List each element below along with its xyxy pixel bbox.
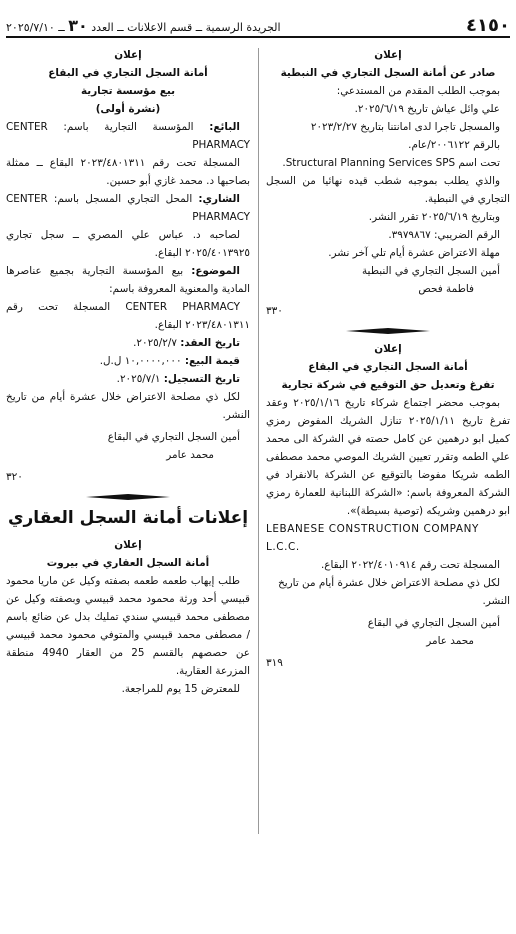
column-divider xyxy=(258,48,259,834)
page-number: ٤١٥٠ xyxy=(466,14,510,36)
notice-number: ٣١٩ xyxy=(266,657,283,669)
notice-line: علي وائل عياش تاريخ ٢٠٢٥/٦/١٩. xyxy=(354,103,500,115)
subject-registration: CENTER PHARMACY المسجلة تحت رقم ٢٠٢٣/٤٨٠١٣١١ البقاع. xyxy=(6,301,250,331)
notice-line: مهلة الاعتراض عشرة أيام تلي آخر نشر. xyxy=(328,247,500,259)
signature-name: محمد عامر xyxy=(166,449,214,461)
signature-title: أمين السجل التجاري في البقاع xyxy=(367,617,500,629)
subject-text: بيع المؤسسة التجارية بجميع عناصرها المادية والمعنوية المعروفة باسم: xyxy=(6,265,250,295)
notice-label: إعلان xyxy=(374,343,402,355)
issue-number: ٣٠ xyxy=(68,15,88,35)
contract-date: ٢٠٢٥/٢/٧. xyxy=(133,337,177,349)
notice-body: طلب إيهاب طعمه طعمه بصفته وكيل عن ماريا محمود قبيسي أحد ورثة محمود محمد قبيسي وبصفته وكيل عن مصطفى محمد قبيسي سندي تمليك بدل عن ضائع باسم / مصطفى محمد قبيسي والمتوفي محمود محمد قبيسي عن حصصهم بالقسم 25 من العقار 4940 منطقة المزرعة العقارية. xyxy=(6,575,250,677)
contract-date-label: تاريخ العقد: xyxy=(180,337,240,349)
sale-value-line xyxy=(6,352,250,370)
seller-registration: المسجلة تحت رقم ٢٠٢٣/٤٨٠١٣١١ البقاع ــ ممثلة بصاحبها د. محمد غازي أبو حسين. xyxy=(6,157,250,187)
notice-line: الرقم الضريبي: ٣٩٧٩٨٦٧. xyxy=(388,229,500,241)
signature-name: فاطمة فحص xyxy=(418,283,474,295)
objection-line: لكل ذي مصلحة الاعتراض خلال عشرة أيام من تاريخ النشر. xyxy=(278,577,510,607)
objection-line: لكل ذي مصلحة الاعتراض خلال عشرة أيام من تاريخ النشر. xyxy=(6,391,250,421)
notice-line: والمسجل تاجرا لدى امانتنا بتاريخ ٢٠٢٣/٢/٢٧ xyxy=(310,121,500,133)
registration-line: المسجلة تحت رقم ٢٠٢٢/٤٠١٠٩١٤ البقاع. xyxy=(321,559,500,571)
header-date: ــ ٢٠٢٥/٧/١٠ xyxy=(6,20,65,34)
subject-label: الموضوع: xyxy=(191,265,240,277)
notice-title: أمانة السجل التجاري في البقاع xyxy=(48,67,208,79)
sale-value: ١٠,٠٠٠٠,٠٠٠ ل.ل. xyxy=(99,355,182,367)
page-header xyxy=(6,14,510,38)
registration-date-label: تاريخ التسجيل: xyxy=(163,373,240,385)
notice-title: أمانة السجل التجاري في البقاع xyxy=(308,361,468,373)
notice-line: والذي يطلب بموجبه شطب قيده نهائيا من السجل التجاري في النبطية. xyxy=(266,175,510,205)
notice-title: صادر عن أمانة السجل التجاري في النبطية xyxy=(280,67,496,79)
right-column xyxy=(266,46,510,672)
buyer-line xyxy=(6,190,250,226)
seller-label: البائع: xyxy=(209,121,240,133)
signature-title: أمين السجل التجاري في البقاع xyxy=(107,431,240,443)
left-column xyxy=(6,46,250,698)
notice-subtitle: تفرغ وتعديل حق التوقيع في شركة تجارية xyxy=(281,379,495,391)
notice-number: ٣٢٠ xyxy=(6,471,23,483)
notice-subtitle: بيع مؤسسة تجارية xyxy=(81,85,175,97)
section-title: إعلانات أمانة السجل العقاري xyxy=(7,508,249,528)
notice-line: تحت اسم Structural Planning Services SPS. xyxy=(282,157,500,169)
subject-line xyxy=(6,262,250,298)
signature-title: أمين السجل التجاري في النبطية xyxy=(361,265,500,277)
seller-line xyxy=(6,118,250,154)
separator-ornament xyxy=(86,494,170,500)
notice-body: بموجب محضر اجتماع شركاء تاريخ ٢٠٢٥/١/١٦ وعقد تفرغ تاريخ ٢٠٢٥/١/١١ تنازل الشريك المفوض رمزي كميل ابو درهمين عن كامل حصته في الشركة الى محمد علي الطمه وتقرر تعيين الشريك الموصي محمد مصطفى الطمه شريكا مفوضا بالتوقيع عن الشركة بالانفراد في الشركة المعروفة باسم: «الشركة اللبنانية للعمارة رمزي ابو درهمين وشريكه (توصية بسيطة)». xyxy=(266,397,510,517)
header-title-text: الجريدة الرسمية ــ قسم الاعلانات ــ العدد xyxy=(91,20,281,34)
notice-label: إعلان xyxy=(114,49,142,61)
notice-title: أمانة السجل العقاري في بيروت xyxy=(46,557,210,569)
sale-value-label: قيمة البيع: xyxy=(184,355,240,367)
notice-label: إعلان xyxy=(374,49,402,61)
notice-line: بموجب الطلب المقدم من المستدعي: xyxy=(336,85,500,97)
registration-date-line xyxy=(6,370,250,388)
company-name-latin: LEBANESE CONSTRUCTION COMPANY L.C.C. xyxy=(266,523,479,553)
header-title xyxy=(6,16,281,35)
buyer-label: الشاري: xyxy=(198,193,240,205)
signature-name: محمد عامر xyxy=(426,635,474,647)
contract-date-line xyxy=(6,334,250,352)
separator-ornament xyxy=(346,328,430,334)
notice-label: إعلان xyxy=(114,539,142,551)
notice-line: بالرقم ٢٠٠٦١٢٢/عام. xyxy=(408,139,500,151)
objection-line: للمعترض 15 يوم للمراجعة. xyxy=(121,683,240,695)
seller-text: المؤسسة التجارية باسم: CENTER PHARMACY xyxy=(6,121,250,151)
notice-number: ٣٣٠ xyxy=(266,305,283,317)
registration-date: ٢٠٢٥/٧/١. xyxy=(116,373,161,385)
buyer-text: المحل التجاري المسجل باسم: CENTER PHARMACY xyxy=(6,193,250,223)
notice-line: وبتاريخ ٢٠٢٥/٦/١٩ تقرر النشر. xyxy=(368,211,500,223)
buyer-owner: لصاحبه د. عباس علي المصري ــ سجل تجاري ٢٠٢٥/٤٠١٣٩٢٥ البقاع. xyxy=(6,229,250,259)
notice-edition: (نشرة أولى) xyxy=(95,103,161,115)
